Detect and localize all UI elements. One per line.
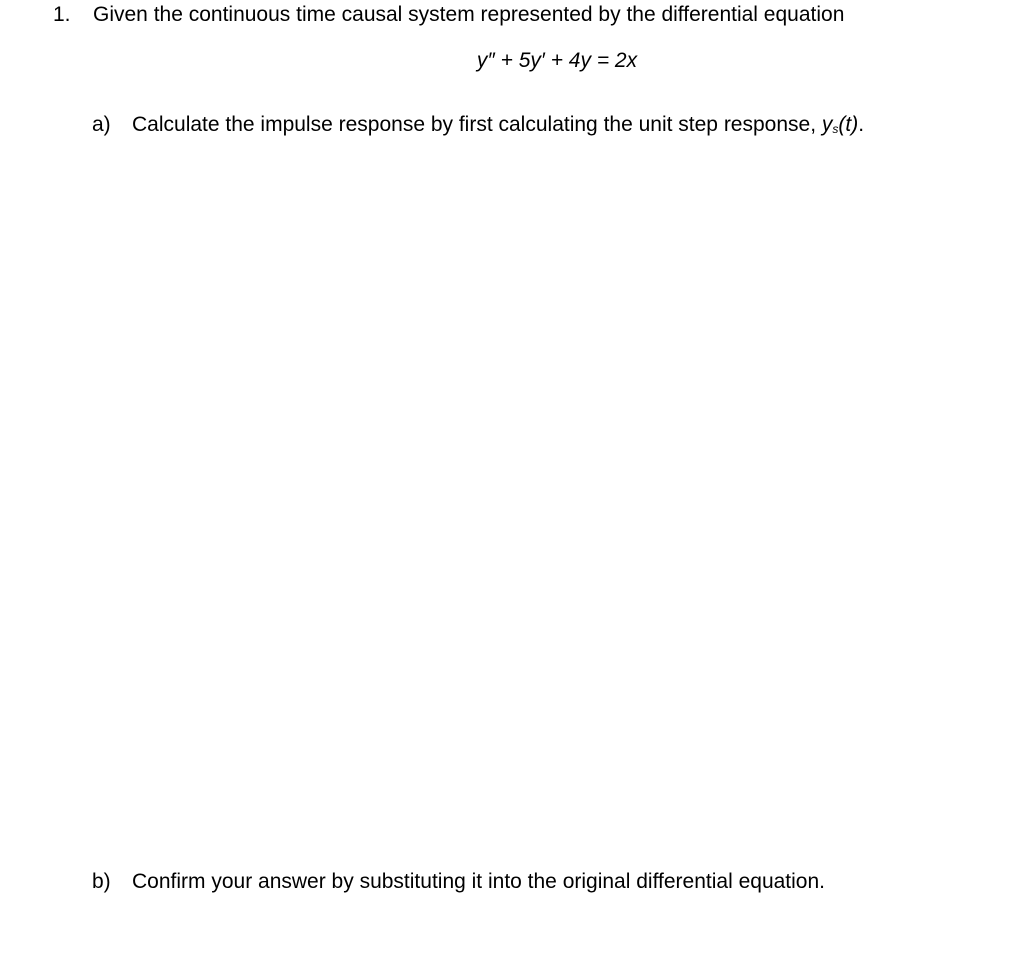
- part-a-prompt: Calculate the impulse response by first calculating the unit step response,: [132, 113, 822, 136]
- part-b-label: b): [92, 870, 111, 893]
- question-text: Given the continuous time causal system represented by the differential equation: [93, 3, 845, 26]
- differential-equation: y″ + 5y′ + 4y = 2x: [476, 49, 638, 72]
- part-b-text: Confirm your answer by substituting it into the original differential equation.: [132, 870, 825, 893]
- part-a-period: .: [858, 113, 865, 136]
- part-a-text: [132, 110, 864, 144]
- step-response-arg: (t): [838, 113, 859, 136]
- part-a-label: a): [92, 113, 111, 136]
- step-response-subscript: s: [832, 122, 839, 136]
- question-number: 1.: [53, 3, 71, 26]
- step-response-var: y: [821, 113, 833, 136]
